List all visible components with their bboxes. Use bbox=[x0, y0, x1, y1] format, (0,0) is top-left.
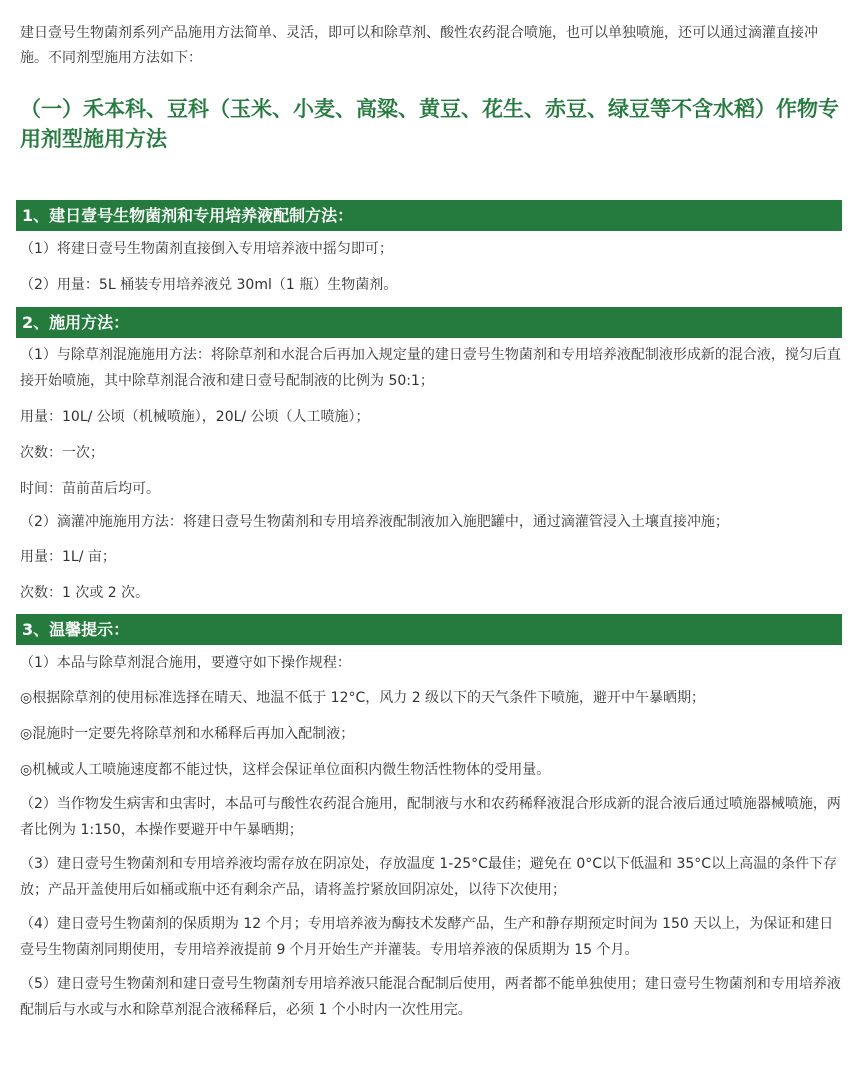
section-1-heading: 1、建日壹号生物菌剂和专用培养液配制方法： bbox=[16, 200, 842, 231]
section-3-item-4: ◎机械或人工喷施速度都不能过快，这样会保证单位面积内微生物活性物体的受用量。 bbox=[20, 762, 551, 778]
section-2-item-4: 时间：苗前苗后均可。 bbox=[20, 481, 160, 497]
section-2-item-6: 用量：1L/ 亩； bbox=[20, 549, 116, 565]
section-2-item-1: （1）与除草剂混施施用方法：将除草剂和水混合后再加入规定量的建日壹号生物菌剂和专用培养液配制液形成新的混合液，搅匀后直接开始喷施，其中除草剂混合液和建日壹号配制液的比例为 50:1； bbox=[20, 347, 841, 389]
intro-paragraph: 建日壹号生物菌剂系列产品施用方法简单、灵活，即可以和除草剂、酸性农药混合喷施，也可以单独喷施，还可以通过滴灌直接冲施。不同剂型施用方法如下： bbox=[20, 25, 818, 66]
section-3-item-2: ◎根据除草剂的使用标准选择在晴天、地温不低于 12°C，风力 2 级以下的天气条件下喷施，避开中午暴晒期； bbox=[20, 690, 706, 706]
section-2-item-3: 次数：一次； bbox=[20, 445, 104, 461]
section-3-item-3: ◎混施时一定要先将除草剂和水稀释后再加入配制液； bbox=[20, 726, 355, 742]
section-3-item-1: （1）本品与除草剂混合施用，要遵守如下操作规程： bbox=[20, 655, 351, 671]
section-1-item-1: （1）将建日壹号生物菌剂直接倒入专用培养液中摇匀即可； bbox=[20, 241, 393, 257]
section-2-item-5: （2）滴灌冲施施用方法：将建日壹号生物菌剂和专用培养液配制液加入施肥罐中，通过滴灌管浸入土壤直接冲施； bbox=[20, 514, 729, 530]
section-3-item-5: （2）当作物发生病害和虫害时，本品可与酸性农药混合施用，配制液与水和农药稀释液混合形成新的混合液后通过喷施器械喷施，两者比例为 1:150，本操作要避开中午暴晒期； bbox=[20, 796, 841, 838]
section-2-item-2: 用量：10L/ 公顷（机械喷施），20L/ 公顷（人工喷施）； bbox=[20, 409, 370, 425]
section-3-heading: 3、温馨提示： bbox=[16, 614, 842, 645]
section-2-heading: 2、施用方法： bbox=[16, 307, 842, 338]
section-3-item-8: （5）建日壹号生物菌剂和建日壹号生物菌剂专用培养液只能混合配制后使用，两者都不能单独使用；建日壹号生物菌剂和专用培养液配制后与水或与水和除草剂混合液稀释后，必须 1 个小时内一次性用完。 bbox=[20, 976, 841, 1018]
section-2-item-7: 次数：1 次或 2 次。 bbox=[20, 585, 150, 601]
main-title: （一）禾本科、豆科（玉米、小麦、高粱、黄豆、花生、赤豆、绿豆等不含水稻）作物专用剂型施用方法 bbox=[20, 97, 839, 151]
section-3-item-6: （3）建日壹号生物菌剂和专用培养液均需存放在阴凉处，存放温度 1-25°C最佳；避免在 0°C以下低温和 35°C以上高温的条件下存放；产品开盖使用后如桶或瓶中还有剩余产品，请将盖拧紧放回阴凉处，以待下次使用； bbox=[20, 856, 838, 898]
section-1-item-2: （2）用量：5L 桶装专用培养液兑 30ml（1 瓶）生物菌剂。 bbox=[20, 277, 398, 293]
section-3-item-7: （4）建日壹号生物菌剂的保质期为 12 个月；专用培养液为酶技术发酵产品，生产和静存期预定时间为 150 天以上，为保证和建日壹号生物菌剂同期使用，专用培养液提前 9 个月开始生产并灌装。专用培养液的保质期为 15 个月。 bbox=[20, 916, 834, 958]
